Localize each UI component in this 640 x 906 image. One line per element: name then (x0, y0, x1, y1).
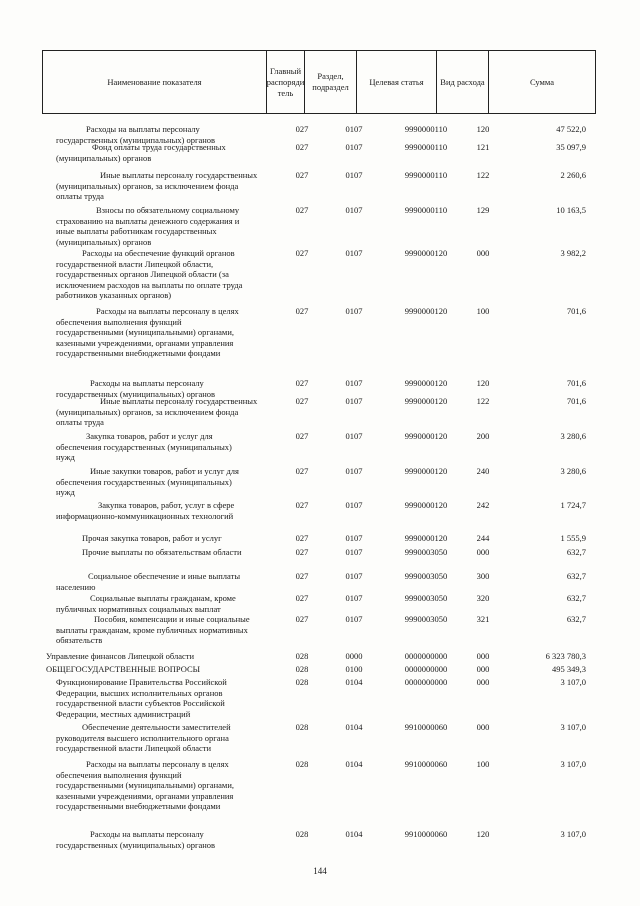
row-name-line: казенными учреждениями, органами управления (56, 337, 234, 348)
row-vr: 000 (476, 664, 490, 674)
row-sum: 632,7 (566, 547, 586, 557)
row-sum: 3 280,6 (560, 466, 586, 476)
row-name-line: Расходы на выплаты персоналу (90, 378, 204, 388)
row-name-line: государственными (муниципальными) органами, (56, 780, 234, 791)
row-name (56, 466, 276, 498)
row-name (56, 593, 276, 614)
header-vr: Вид расхода (437, 51, 489, 113)
row-razdel: 0107 (345, 205, 363, 215)
row-cs: 9990000110 (404, 124, 448, 134)
row-glav: 028 (295, 722, 309, 732)
page-number: 144 (313, 866, 327, 876)
row-cs: 9990000110 (404, 205, 448, 215)
row-name-line: государственной власти субъектов Российской (56, 698, 225, 709)
row-name (46, 651, 266, 662)
row-name-line: государственными (муниципальными) органами, (56, 327, 234, 338)
row-name-line: государственных (муниципальных) органов (56, 134, 216, 145)
row-sum: 2 260,6 (560, 170, 586, 180)
header-razdel: Раздел, подраздел (305, 51, 357, 113)
header-cs: Целевая статья (357, 51, 437, 113)
row-razdel: 0107 (345, 593, 363, 603)
row-name-line: страхованию на выплаты денежного содержания и (56, 215, 240, 226)
row-name-line: Функционирование Правительства Российской (56, 677, 227, 687)
row-cs: 9990000120 (404, 306, 448, 316)
row-name-line: государственных (муниципальных) органов (56, 388, 216, 399)
row-name-line: Федерации, местных администраций (56, 708, 191, 719)
row-sum: 3 107,0 (560, 829, 586, 839)
row-glav: 027 (295, 500, 309, 510)
row-vr: 120 (476, 124, 490, 134)
row-razdel: 0104 (345, 829, 363, 839)
row-vr: 120 (476, 829, 490, 839)
row-name-line: Социальное обеспечение и иные выплаты (88, 571, 241, 581)
row-name-line: Пособия, компенсации и иные социальные (94, 614, 250, 624)
row-sum: 701,6 (566, 306, 586, 316)
row-name (56, 829, 276, 850)
row-name-line: обязательств (56, 635, 103, 646)
row-glav: 027 (295, 614, 309, 624)
row-cs: 9990000120 (404, 248, 448, 258)
row-name-line: исключением расходов на выплаты по оплате труда (56, 279, 243, 290)
row-sum: 632,7 (566, 593, 586, 603)
row-name-line: населению (56, 581, 96, 592)
row-cs: 0000000000 (404, 677, 448, 687)
row-glav: 027 (295, 248, 309, 258)
row-razdel: 0104 (345, 722, 363, 732)
row-glav: 027 (295, 593, 309, 603)
row-vr: 129 (476, 205, 490, 215)
row-name (56, 248, 276, 301)
row-name (56, 170, 276, 202)
row-name-line: обеспечения государственных (муниципальных) (56, 476, 232, 487)
row-razdel: 0107 (345, 431, 363, 441)
header-name: Наименование показателя (43, 51, 267, 113)
header-glav: Главный распоряди тель (267, 51, 305, 113)
row-name-line: Социальные выплаты гражданам, кроме (90, 593, 236, 603)
row-razdel: 0107 (345, 378, 363, 388)
row-razdel: 0107 (345, 124, 363, 134)
row-glav: 028 (295, 677, 309, 687)
row-name-line: государственных (муниципальных) органов (56, 839, 216, 850)
row-name-line: Иные закупки товаров, работ и услуг для (90, 466, 239, 476)
row-glav: 027 (295, 142, 309, 152)
row-razdel: 0107 (345, 142, 363, 152)
row-glav: 028 (295, 651, 309, 661)
row-name (56, 500, 276, 521)
row-glav: 027 (295, 533, 309, 543)
row-razdel: 0104 (345, 759, 363, 769)
row-vr: 122 (476, 170, 490, 180)
row-glav: 027 (295, 306, 309, 316)
row-glav: 027 (295, 571, 309, 581)
row-sum: 3 107,0 (560, 677, 586, 687)
row-sum: 701,6 (566, 378, 586, 388)
row-razdel: 0107 (345, 500, 363, 510)
row-sum: 35 097,9 (556, 142, 586, 152)
row-glav: 027 (295, 466, 309, 476)
row-name-line: (муниципальных) органов, за исключением фонда (56, 180, 239, 191)
row-sum: 47 522,0 (556, 124, 586, 134)
row-name (56, 547, 276, 558)
row-name-line: иные выплаты работникам государственных (56, 226, 217, 237)
row-name-line: государственной власти Липецкой области (56, 743, 212, 754)
row-vr: 242 (476, 500, 490, 510)
row-name-line: (муниципальных) органов, за исключением фонда (56, 406, 239, 417)
row-cs: 9910000060 (404, 829, 448, 839)
row-vr: 200 (476, 431, 490, 441)
row-sum: 3 107,0 (560, 759, 586, 769)
row-name (56, 431, 276, 463)
row-sum: 3 982,2 (560, 248, 586, 258)
row-vr: 000 (476, 547, 490, 557)
row-sum: 3 280,6 (560, 431, 586, 441)
row-cs: 9990003050 (404, 593, 448, 603)
row-name-line: Расходы на выплаты персоналу в целях (86, 759, 229, 769)
row-name-line: Взносы по обязательному социальному (96, 205, 240, 215)
row-vr: 121 (476, 142, 490, 152)
row-vr: 122 (476, 396, 490, 406)
row-name (56, 396, 276, 428)
row-name (56, 677, 276, 719)
row-name-line: (муниципальных) органов (56, 236, 152, 247)
row-name-line: Закупка товаров, работ и услуг для (86, 431, 213, 441)
row-name-line: оплаты труда (56, 191, 104, 202)
row-name-line: обеспечения государственных (муниципальных) (56, 441, 232, 452)
row-name (56, 533, 276, 544)
row-name-line: Расходы на выплаты персоналу в целях (96, 306, 239, 316)
row-cs: 9990003050 (404, 571, 448, 581)
row-sum: 1 724,7 (560, 500, 586, 510)
row-name-line: казенными учреждениями, органами управления (56, 790, 234, 801)
row-razdel: 0107 (345, 614, 363, 624)
row-name (56, 142, 276, 163)
row-name (46, 664, 266, 675)
row-name-line: Расходы на обеспечение функций органов (82, 248, 235, 258)
row-razdel: 0107 (345, 533, 363, 543)
row-cs: 9990000120 (404, 466, 448, 476)
row-name-line: государственными внебюджетными фондами (56, 348, 221, 359)
row-cs: 9990000120 (404, 378, 448, 388)
row-razdel: 0107 (345, 396, 363, 406)
row-cs: 9910000060 (404, 759, 448, 769)
row-name-line: Управление финансов Липецкой области (46, 651, 195, 661)
row-name-line: Прочая закупка товаров, работ и услуг (82, 533, 222, 543)
row-razdel: 0107 (345, 466, 363, 476)
row-name-line: Закупка товаров, работ, услуг в сфере (98, 500, 235, 510)
header-sum: Сумма (529, 76, 555, 87)
row-name-line: Расходы на выплаты персоналу (90, 829, 204, 839)
row-vr: 244 (476, 533, 490, 543)
row-name-line: обеспечения выполнения функций (56, 316, 182, 327)
row-name-line: Обеспечение деятельности заместителей (82, 722, 231, 732)
row-glav: 027 (295, 205, 309, 215)
row-cs: 9990000120 (404, 396, 448, 406)
row-sum: 6 323 780,3 (545, 651, 586, 661)
row-cs: 9990003050 (404, 614, 448, 624)
row-name-line: публичных нормативных социальных выплат (56, 603, 221, 614)
row-vr: 000 (476, 722, 490, 732)
row-glav: 028 (295, 664, 309, 674)
row-vr: 300 (476, 571, 490, 581)
row-name-line: нужд (56, 452, 75, 463)
row-name-line: информационно-коммуникационных технологий (56, 510, 234, 521)
row-cs: 9990000110 (404, 142, 448, 152)
row-glav: 028 (295, 759, 309, 769)
row-sum: 1 555,9 (560, 533, 586, 543)
row-razdel: 0100 (345, 664, 363, 674)
row-cs: 9990000110 (404, 170, 448, 180)
row-vr: 000 (476, 248, 490, 258)
row-name (56, 205, 276, 247)
row-razdel: 0107 (345, 547, 363, 557)
row-name-line: Расходы на выплаты персоналу (86, 124, 200, 134)
row-vr: 100 (476, 306, 490, 316)
row-cs: 9990000120 (404, 431, 448, 441)
row-name-line: Фонд оплаты труда государственных (92, 142, 226, 152)
row-vr: 240 (476, 466, 490, 476)
row-razdel: 0107 (345, 248, 363, 258)
row-cs: 9990003050 (404, 547, 448, 557)
row-sum: 10 163,5 (556, 205, 586, 215)
row-razdel: 0000 (345, 651, 363, 661)
row-name (56, 614, 276, 646)
row-cs: 9910000060 (404, 722, 448, 732)
row-name-line: Федерации, высших исполнительных органов (56, 687, 223, 698)
row-name-line: Прочие выплаты по обязательствам области (82, 547, 242, 557)
row-name-line: Иные выплаты персоналу государственных (100, 170, 258, 180)
row-name-line: выплаты гражданам, кроме публичных нормативных (56, 624, 248, 635)
row-name (56, 571, 276, 592)
row-name (56, 306, 276, 359)
row-glav: 027 (295, 124, 309, 134)
row-glav: 028 (295, 829, 309, 839)
row-name-line: работников указанных органов) (56, 290, 172, 301)
row-sum: 632,7 (566, 571, 586, 581)
row-name-line: нужд (56, 487, 75, 498)
row-name-line: государственных органов Липецкой области (за (56, 269, 229, 280)
row-vr: 000 (476, 651, 490, 661)
row-name (56, 722, 276, 754)
row-vr: 120 (476, 378, 490, 388)
row-name-line: руководителя высшего исполнительного органа (56, 732, 229, 743)
row-razdel: 0107 (345, 306, 363, 316)
row-glav: 027 (295, 396, 309, 406)
row-sum: 701,6 (566, 396, 586, 406)
row-vr: 320 (476, 593, 490, 603)
row-glav: 027 (295, 170, 309, 180)
row-name-line: государственными внебюджетными фондами (56, 801, 221, 812)
row-cs: 0000000000 (404, 664, 448, 674)
row-name-line: государственной власти Липецкой области, (56, 258, 214, 269)
row-cs: 0000000000 (404, 651, 448, 661)
row-name (56, 759, 276, 812)
row-sum: 632,7 (566, 614, 586, 624)
row-name-line: Иные выплаты персоналу государственных (100, 396, 258, 406)
row-glav: 027 (295, 378, 309, 388)
row-vr: 000 (476, 677, 490, 687)
row-vr: 321 (476, 614, 490, 624)
row-glav: 027 (295, 431, 309, 441)
row-razdel: 0107 (345, 170, 363, 180)
row-name-line: оплаты труда (56, 417, 104, 428)
row-name-line: (муниципальных) органов (56, 152, 152, 163)
row-vr: 100 (476, 759, 490, 769)
row-name-line: ОБЩЕГОСУДАРСТВЕННЫЕ ВОПРОСЫ (46, 664, 201, 674)
row-sum: 495 349,3 (552, 664, 586, 674)
row-glav: 027 (295, 547, 309, 557)
row-cs: 9990000120 (404, 533, 448, 543)
row-name-line: обеспечения выполнения функций (56, 769, 182, 780)
row-razdel: 0104 (345, 677, 363, 687)
row-razdel: 0107 (345, 571, 363, 581)
row-sum: 3 107,0 (560, 722, 586, 732)
row-cs: 9990000120 (404, 500, 448, 510)
